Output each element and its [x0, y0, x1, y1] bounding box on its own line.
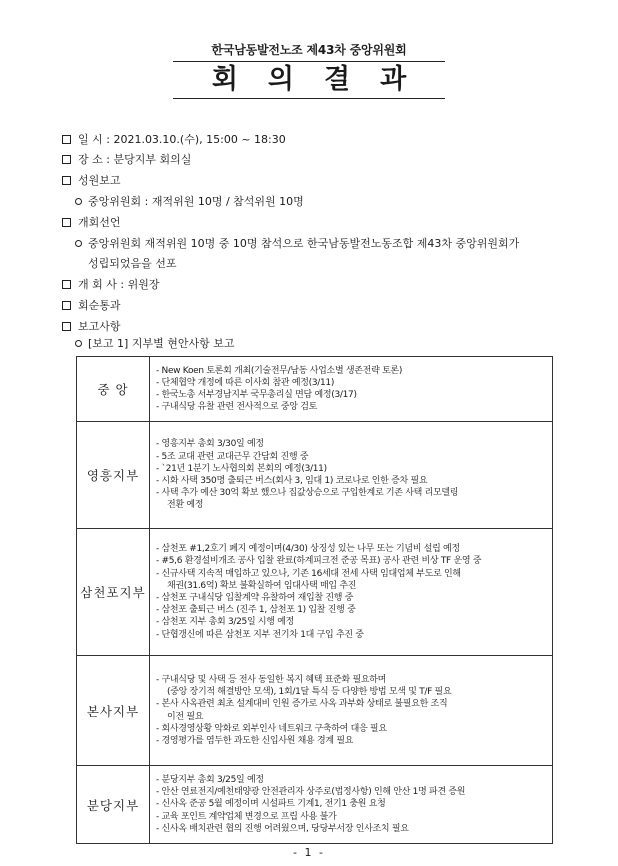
circle-bullet-icon: [75, 340, 82, 347]
branch-name-cell: 영흥지부: [77, 422, 150, 529]
list-item: - 구내식당 및 사택 등 전사 동일한 복지 혜택 표준화 필요하며: [156, 674, 387, 685]
minutes-approval: [62, 299, 121, 313]
report-heading-text: 보고사항: [78, 320, 121, 333]
meeting-date-text: 일 시 : 2021.03.10.(수), 15:00 ~ 18:30: [78, 133, 286, 146]
opening-heading-text: 개회선언: [78, 216, 121, 229]
meeting-place: [62, 153, 191, 167]
table-row: [77, 766, 553, 844]
branch-name-cell: 분당지부: [77, 766, 150, 844]
circle-bullet-icon: [75, 198, 82, 205]
title-frame: [173, 61, 445, 99]
list-item: - 신사옥 준공 5월 예정이며 시설파트 기계1, 전기1 충원 요청: [156, 799, 386, 810]
meeting-date: [62, 133, 286, 147]
page-number: - 1 -: [293, 846, 325, 859]
list-item: - 분당지부 총회 3/25일 예정: [156, 774, 264, 785]
checkbox-square-icon: [62, 155, 71, 164]
list-item: - 단체협약 개정에 따른 이사회 참관 예정(3/11): [156, 377, 335, 388]
list-item: 이전 필요: [167, 711, 204, 722]
circle-bullet-icon: [75, 240, 82, 247]
report-subheading-text: [보고 1] 지부별 현안사항 보고: [88, 337, 235, 350]
list-item: (중앙 장기적 해결방안 모색), 1회/1달 특식 등 다양한 방법 모색 및 T/F 필요: [167, 687, 452, 698]
list-item: - 한국노총 서부경남지부 국무총리실 면담 예정(3/17): [156, 390, 357, 400]
quorum-detail-text: 중앙위원회 : 재적위원 10명 / 참석위원 10명: [88, 195, 304, 208]
list-item: - 안산 연료전지/예천태양광 안전관리자 상주로(법정사항) 인해 안산 1명 파견 증원: [156, 787, 466, 798]
branch-items-cell: [150, 529, 553, 656]
opening-heading: [62, 216, 121, 230]
table-row: [77, 656, 553, 766]
branch-name-cell: 본사지부: [77, 656, 150, 766]
list-item: - 시화 사택 350명 출퇴근 버스(회사 3, 임대 1) 코로나로 인한 증차 필요: [156, 476, 428, 486]
list-item: - 삼천포 출퇴근 버스 (진주 1, 삼천포 1) 입찰 진행 중: [156, 605, 356, 616]
opening-detail-cont: 성립되었음을 선포: [88, 257, 177, 270]
quorum-detail: [75, 195, 304, 209]
list-item: - 신규사택 지속적 매입하고 있으나, 기존 16세대 전세 사택 임대업체 부도로 인해: [156, 568, 461, 579]
list-item: - 경영평가를 염두한 과도한 신입사원 채용 경계 필요: [156, 735, 354, 746]
checkbox-square-icon: [62, 135, 71, 144]
meeting-place-text: 장 소 : 분당지부 회의실: [78, 153, 192, 166]
organization-heading: 한국남동발전노조 제43차 중앙위원회: [211, 43, 407, 57]
table-row: [77, 529, 553, 656]
chair-address-text: 개 회 사 : 위원장: [78, 278, 160, 291]
list-item: - 영흥지부 총회 3/30일 예정: [156, 439, 264, 450]
list-item: - 구내식당 유찰 관련 전사적으로 중앙 검토: [156, 402, 318, 413]
list-item: - 삼천포 지부 총회 3/25일 시행 예정: [156, 617, 295, 628]
branch-items-cell: [150, 766, 553, 844]
list-item: 채권(31.6억) 확보 불확실하여 임대사택 매입 추진: [167, 580, 357, 591]
list-item: - 교육 포인트 계약업체 변경으로 프립 사용 불가: [156, 811, 337, 822]
opening-detail: [75, 237, 519, 251]
branch-items-cell: [150, 422, 553, 529]
branch-items-cell: [150, 357, 553, 422]
list-item: - 신사옥 배치관련 협의 진행 어려웠으며, 당당부서장 인사조치 필요: [156, 823, 409, 834]
checkbox-square-icon: [62, 218, 71, 227]
report-subheading: [75, 337, 234, 351]
minutes-approval-text: 회순통과: [78, 299, 121, 312]
branch-items-cell: [150, 656, 553, 766]
checkbox-square-icon: [62, 301, 71, 310]
quorum-heading-text: 성원보고: [78, 174, 121, 187]
chair-address: [62, 278, 159, 292]
checkbox-square-icon: [62, 176, 71, 185]
list-item: - 삼천포 #1,2호기 폐지 예정이며(4/30) 상징성 있는 나무 또는 기념비 설립 예정: [156, 544, 460, 555]
checkbox-square-icon: [62, 280, 71, 289]
list-item: - #5,6 환경설비개조 공사 입찰 완료(하계피크전 준공 목표) 공사 관련 비상 TF 운영 중: [156, 556, 482, 567]
checkbox-square-icon: [62, 322, 71, 331]
list-item: - 삼천포 구내식당 입찰계약 유찰하여 재입찰 진행 중: [156, 593, 354, 603]
list-item: - `21년 1분기 노사협의회 본회의 예정(3/11): [156, 463, 327, 474]
report-heading: [62, 320, 121, 334]
quorum-heading: [62, 174, 121, 188]
branch-name-cell: 중 앙: [77, 357, 150, 422]
list-item: - 본사 사옥관련 최초 설계대비 인원 증가로 사옥 과부화 상태로 불필요한 조직: [156, 699, 448, 710]
list-item: - 단협갱신에 따른 삼천포 지부 전기차 1대 구입 추진 중: [156, 629, 364, 640]
page-title: 회의결과: [211, 64, 437, 95]
list-item: 전환 예정: [167, 500, 204, 511]
table-row: [77, 357, 553, 422]
branch-name-cell: 삼천포지부: [77, 529, 150, 656]
branch-report-table: [76, 356, 553, 844]
list-item: - New Koen 토론회 개최(기술전무/남동 사업소별 생존전략 토론): [156, 365, 403, 376]
list-item: - 회사경영상황 악화로 외부인사 네트워크 구축하여 대응 필요: [156, 723, 387, 734]
list-item: - 5조 교대 관련 교대근무 간담회 진행 중: [156, 451, 309, 462]
table-row: [77, 422, 553, 529]
opening-detail-text: 중앙위원회 재적위원 10명 중 10명 참석으로 한국남동발전노동조합 제43차 중앙위원회가: [88, 237, 520, 250]
list-item: - 사택 추가 예산 30억 확보 했으나 집값상승으로 구입한계로 기존 사택 리모델링: [156, 488, 459, 499]
